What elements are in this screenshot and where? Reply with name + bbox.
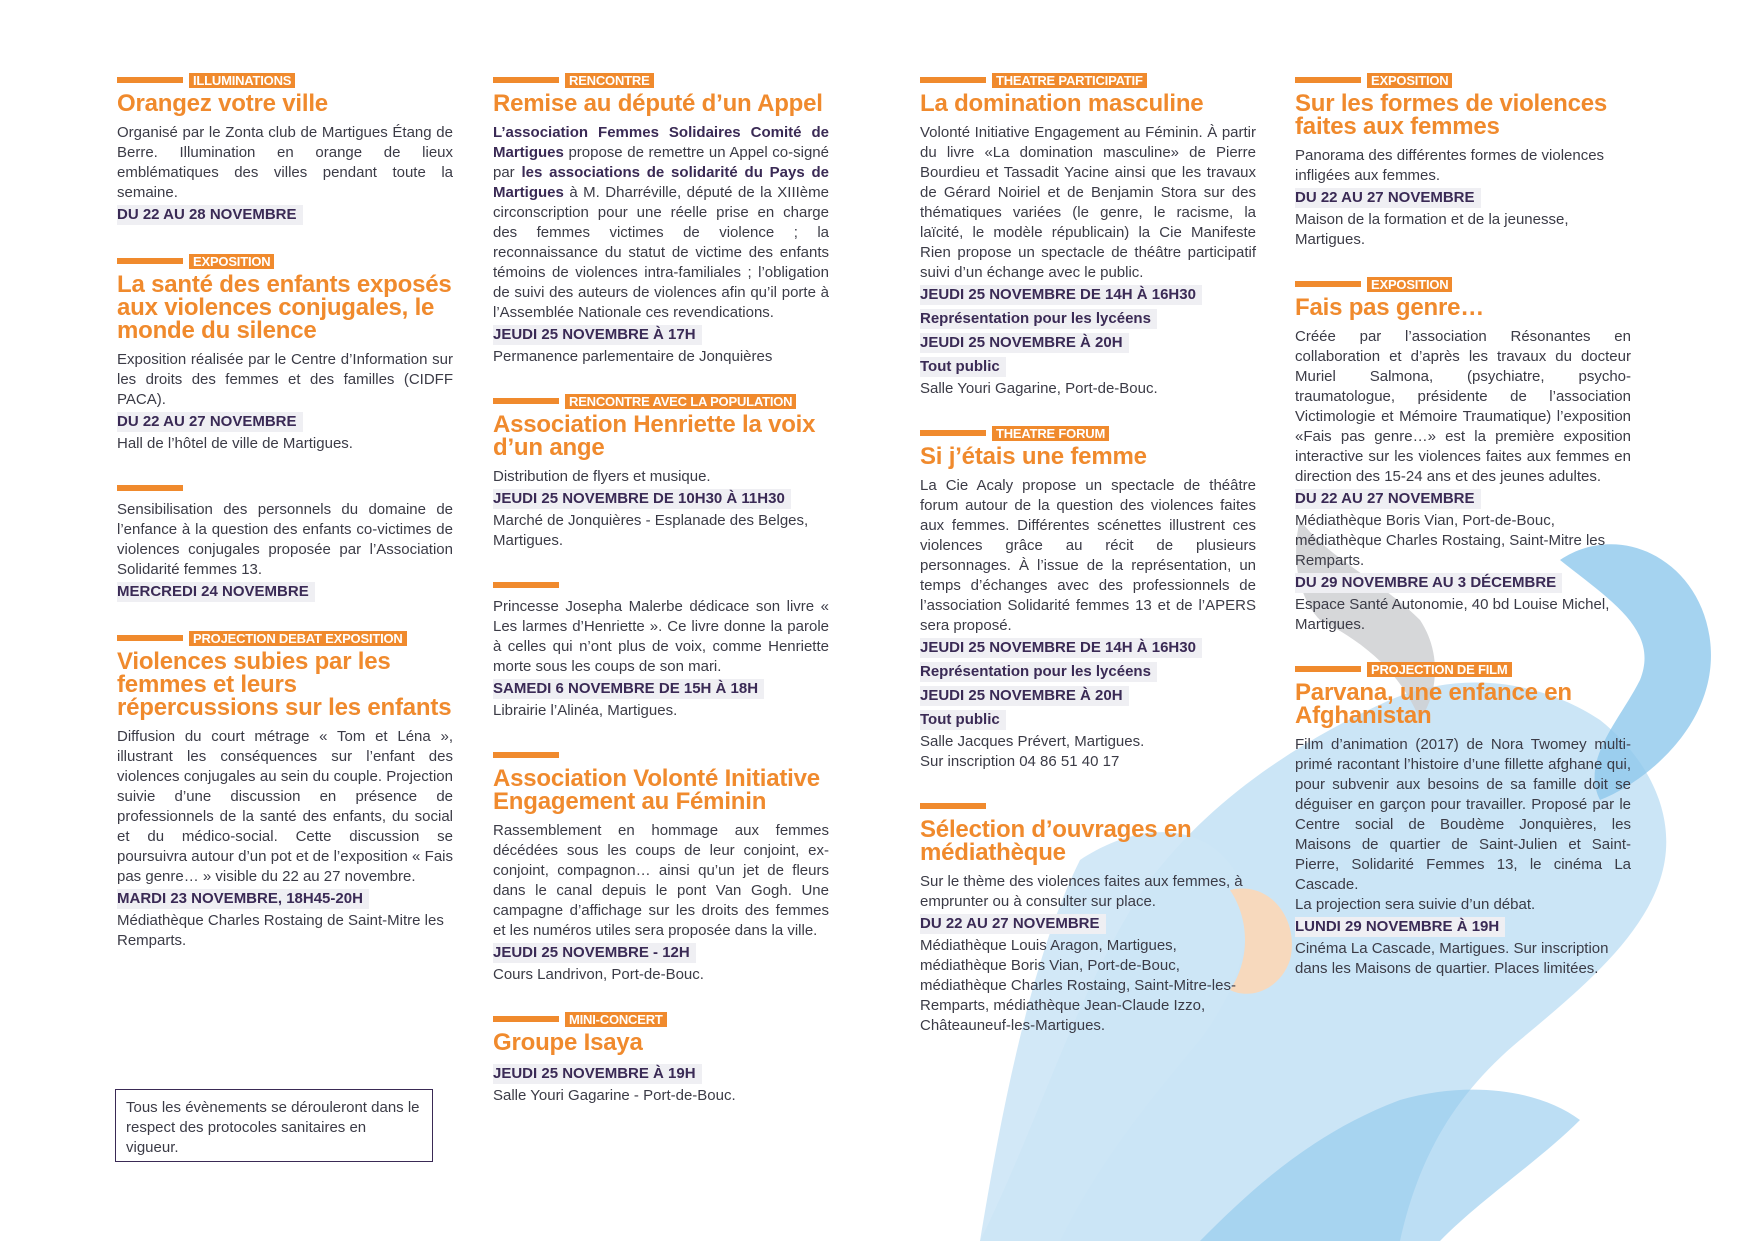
section-title: La domination masculine [920, 90, 1204, 117]
accent-bar [1295, 281, 1361, 287]
column-1 [117, 72, 453, 977]
section-theatre-participatif [920, 72, 1256, 399]
section-title: Remise au député d’un Appel [493, 90, 823, 117]
section-title: Violences subies par les femmes et leurs répercussions sur les enfants [117, 648, 452, 721]
event-date: DU 22 AU 27 NOVEMBRE [117, 412, 303, 432]
event-date: SAMEDI 6 NOVEMBRE DE 15H À 18H [493, 679, 764, 699]
section-title: Groupe Isaya [493, 1029, 643, 1056]
section-sensibilisation [117, 480, 453, 604]
event-place: Salle Youri Gagarine - Port-de-Bouc. [493, 1087, 736, 1104]
accent-bar [920, 803, 986, 809]
accent-bar [117, 485, 183, 491]
event-place: Médiathèque Charles Rostaing de Saint-Mitre les Remparts. [117, 912, 444, 949]
section-title: Association Volonté Initiative Engagement au Féminin [493, 765, 820, 815]
accent-bar [493, 752, 559, 758]
accent-bar [117, 635, 183, 641]
category-label: THEATRE FORUM [992, 426, 1109, 441]
body-text: à M. Dharréville, député de la XIIIème circonscription pour une réelle prise en charge des femmes victimes de violence ; la reconnaissance du statut de victime des enfants témoins de violences intra-familiales ; l’obligation de suivi des auteurs de violences afin qu’il porte à l’Assemblée Nationale ces revendications. [493, 184, 829, 321]
event-place: Salle Youri Gagarine, Port-de-Bouc. [920, 380, 1158, 397]
section-title: Orangez votre ville [117, 90, 328, 117]
section-title: Parvana, une enfance en Afghanistan [1295, 679, 1572, 729]
category-label: MINI-CONCERT [565, 1012, 667, 1027]
accent-bar [493, 77, 559, 83]
section-title: Sur les formes de violences faites aux femmes [1295, 90, 1608, 140]
event-date: DU 22 AU 27 NOVEMBRE [1295, 188, 1481, 208]
section-exposition-sante [117, 253, 453, 454]
category-label: EXPOSITION [189, 254, 274, 269]
bold-organizer: L’association Femmes Solidaires Comité de Martigues [493, 124, 829, 161]
accent-bar [117, 258, 183, 264]
section-title: Association Henriette la voix d’un ange [493, 411, 816, 461]
section-body-debate: La projection sera suivie d’un débat. [1295, 896, 1536, 913]
event-place: Médiathèque Boris Vian, Port-de-Bouc, médiathèque Charles Rostaing, Saint-Mitre les Remparts. [1295, 512, 1606, 569]
section-body: Organisé par le Zonta club de Martigues Étang de Berre. Illumination en orange de lieux emblématiques des villes pendant toute la semaine. [117, 124, 453, 201]
section-rassemblement [493, 747, 829, 985]
event-date: JEUDI 25 NOVEMBRE À 20H [920, 686, 1129, 706]
section-title: La santé des enfants exposés aux violences conjugales, le monde du silence [117, 271, 452, 344]
event-date: JEUDI 25 NOVEMBRE DE 14H À 16H30 [920, 285, 1202, 305]
body-text: propose de remettre un Appel co-signé par [493, 144, 829, 181]
event-date: JEUDI 25 NOVEMBRE - 12H [493, 943, 696, 963]
sanitary-notice: Tous les évènements se dérouleront dans le respect des protocoles sanitaires en vigueur. [115, 1089, 433, 1162]
event-date: JEUDI 25 NOVEMBRE À 20H [920, 333, 1129, 353]
event-place: Librairie l’Alinéa, Martigues. [493, 702, 678, 719]
event-place: Médiathèque Louis Aragon, Martigues, médiathèque Boris Vian, Port-de-Bouc, médiathèque Charles Rostaing, Saint-Mitre-les-Remparts, médiathèque Jean-Claude Izzo, Châteauneuf-les-Martigues. [920, 937, 1236, 1034]
section-body: Diffusion du court métrage « Tom et Léna », illustrant les conséquences sur l’enfant des violences conjugales au sein du couple. Projection suivie d’une discussion en présence de professionnels de la santé des enfants, du social et du médico-social. Cette discussion se poursuivra autour d’un pot et de l’exposition « Fais pas genre… » visible du 22 au 27 novembre. [117, 728, 453, 885]
bold-associations: les associations de solidarité du Pays de Martigues [493, 164, 829, 201]
event-date: MERCREDI 24 NOVEMBRE [117, 582, 315, 602]
audience-label: Tout public [920, 710, 1006, 730]
event-date: DU 22 AU 28 NOVEMBRE [117, 205, 303, 225]
category-label: EXPOSITION [1367, 277, 1452, 292]
section-body: La Cie Acaly propose un spectacle de théâtre forum autour de la question des violences faites aux femmes. Différentes scénettes illustrent ces violences grâce au récit de plusieurs personnages. À l’issue de la représentation, un temps d’échanges avec des professionnels de l’association Solidarité femmes 13 et de l’APERS sera proposé. [920, 477, 1256, 634]
event-date: DU 22 AU 27 NOVEMBRE [920, 914, 1106, 934]
category-label: PROJECTION DE FILM [1367, 662, 1512, 677]
section-illuminations [117, 72, 453, 227]
event-date: MARDI 23 NOVEMBRE, 18H45-20H [117, 889, 369, 909]
event-place: Cinéma La Cascade, Martigues. Sur inscription dans les Maisons de quartier. Places limitées. [1295, 940, 1609, 977]
section-body: Panorama des différentes formes de violences infligées aux femmes. [1295, 147, 1605, 184]
section-theatre-forum [920, 425, 1256, 772]
section-body: Distribution de flyers et musique. [493, 468, 711, 485]
category-label: RENCONTRE AVEC LA POPULATION [565, 394, 796, 409]
section-body: Princesse Josepha Malerbe dédicace son livre « Les larmes d’Henriette ». Ce livre donne la parole à celles qui n’ont plus de voix, comme Henriette morte sous les coups de son mari. [493, 598, 829, 675]
event-date: DU 22 AU 27 NOVEMBRE [1295, 489, 1481, 509]
accent-bar [1295, 77, 1361, 83]
section-rencontre [493, 72, 829, 367]
event-date: JEUDI 25 NOVEMBRE À 17H [493, 325, 702, 345]
column-3 [920, 72, 1256, 1062]
event-place: Maison de la formation et de la jeunesse, Martigues. [1295, 211, 1569, 248]
section-dedicace [493, 577, 829, 721]
event-date: JEUDI 25 NOVEMBRE DE 10H30 À 11H30 [493, 489, 791, 509]
event-date: JEUDI 25 NOVEMBRE À 19H [493, 1064, 702, 1084]
section-title: Si j’étais une femme [920, 443, 1147, 470]
section-mini-concert [493, 1011, 829, 1106]
category-label: ILLUMINATIONS [189, 73, 295, 88]
column-2 [493, 72, 829, 1132]
event-registration: Sur inscription 04 86 51 40 17 [920, 753, 1120, 770]
category-label: PROJECTION DEBAT EXPOSITION [189, 631, 407, 646]
event-place: Cours Landrivon, Port-de-Bouc. [493, 966, 704, 983]
audience-label: Tout public [920, 357, 1006, 377]
section-body: Volonté Initiative Engagement au Féminin. À partir du livre «La domination masculine» de Pierre Bourdieu et Tassadit Yacine ainsi que les travaux de Gérard Noiriel et de Benjamin Stora sur des thématiques variées (le genre, le racisme, la laïcité, le modèle républicain) la Cie Manifeste Rien propose un spectacle de théâtre participatif suivi d’un échange avec le public. [920, 124, 1256, 281]
section-body: Sur le thème des violences faites aux femmes, à emprunter ou à consulter sur place. [920, 873, 1243, 910]
event-place: Permanence parlementaire de Jonquières [493, 348, 773, 365]
accent-bar [493, 582, 559, 588]
section-body: Exposition réalisée par le Centre d’Information sur les droits des femmes et des familles (CIDFF PACA). [117, 351, 453, 408]
section-projection-film [1295, 661, 1631, 979]
column-4 [1295, 72, 1631, 1005]
event-date: LUNDI 29 NOVEMBRE À 19H [1295, 917, 1505, 937]
category-label: THEATRE PARTICIPATIF [992, 73, 1147, 88]
section-body: Sensibilisation des personnels du domaine de l’enfance à la question des enfants co-victimes de violences conjugales proposée par l’Association Solidarité femmes 13. [117, 501, 453, 578]
event-date: JEUDI 25 NOVEMBRE DE 14H À 16H30 [920, 638, 1202, 658]
section-body: Film d’animation (2017) de Nora Twomey multi-primé racontant l’histoire d’une fillette afghane qui, pour subvenir aux besoins de sa famille doit se déguiser en garçon pour travailler. Proposé par le Centre social de Boudème Jonquières, les Maisons de quartier de Saint-Julien et Saint-Pierre, Solidarité Femmes 13, le cinéma La Cascade. [1295, 736, 1631, 893]
section-projection-debat [117, 630, 453, 951]
section-rencontre-population [493, 393, 829, 551]
category-label: EXPOSITION [1367, 73, 1452, 88]
accent-bar [1295, 666, 1361, 672]
section-title: Sélection d’ouvrages en médiathèque [920, 816, 1192, 866]
section-body: Créée par l’association Résonantes en collaboration et d’après les travaux du docteur Muriel Salmona, (psychiatre, psycho-traumatologue, présidente de l’association Victimologie et Mémoire Traumatique) l’exposition «Fais pas genre…» est la première exposition interactive sur les violences faites aux femmes en direction des 15-24 ans et des jeunes adultes. [1295, 328, 1631, 485]
event-place: Hall de l’hôtel de ville de Martigues. [117, 435, 353, 452]
section-exposition-formes [1295, 72, 1631, 250]
accent-bar [117, 77, 183, 83]
audience-label: Représentation pour les lycéens [920, 662, 1157, 682]
accent-bar [920, 77, 986, 83]
event-place: Espace Santé Autonomie, 40 bd Louise Michel, Martigues. [1295, 596, 1610, 633]
section-selection-ouvrages [920, 798, 1256, 1036]
section-body [493, 123, 829, 323]
event-place: Salle Jacques Prévert, Martigues. [920, 733, 1145, 750]
accent-bar [493, 1016, 559, 1022]
event-date: DU 29 NOVEMBRE AU 3 DÉCEMBRE [1295, 573, 1562, 593]
section-fais-pas-genre [1295, 276, 1631, 635]
event-place: Marché de Jonquières - Esplanade des Belges, Martigues. [493, 512, 809, 549]
accent-bar [493, 398, 559, 404]
accent-bar [920, 430, 986, 436]
section-body: Rassemblement en hommage aux femmes décédées sous les coups de leur conjoint, ex-conjoint, compagnon… ainsi qu’un jet de fleurs dans le canal depuis le pont Van Gogh. Une campagne d’affichage sur les droits des femmes et les numéros utiles sera proposée dans la ville. [493, 822, 829, 939]
category-label: RENCONTRE [565, 73, 654, 88]
audience-label: Représentation pour les lycéens [920, 309, 1157, 329]
section-title: Fais pas genre… [1295, 294, 1485, 321]
